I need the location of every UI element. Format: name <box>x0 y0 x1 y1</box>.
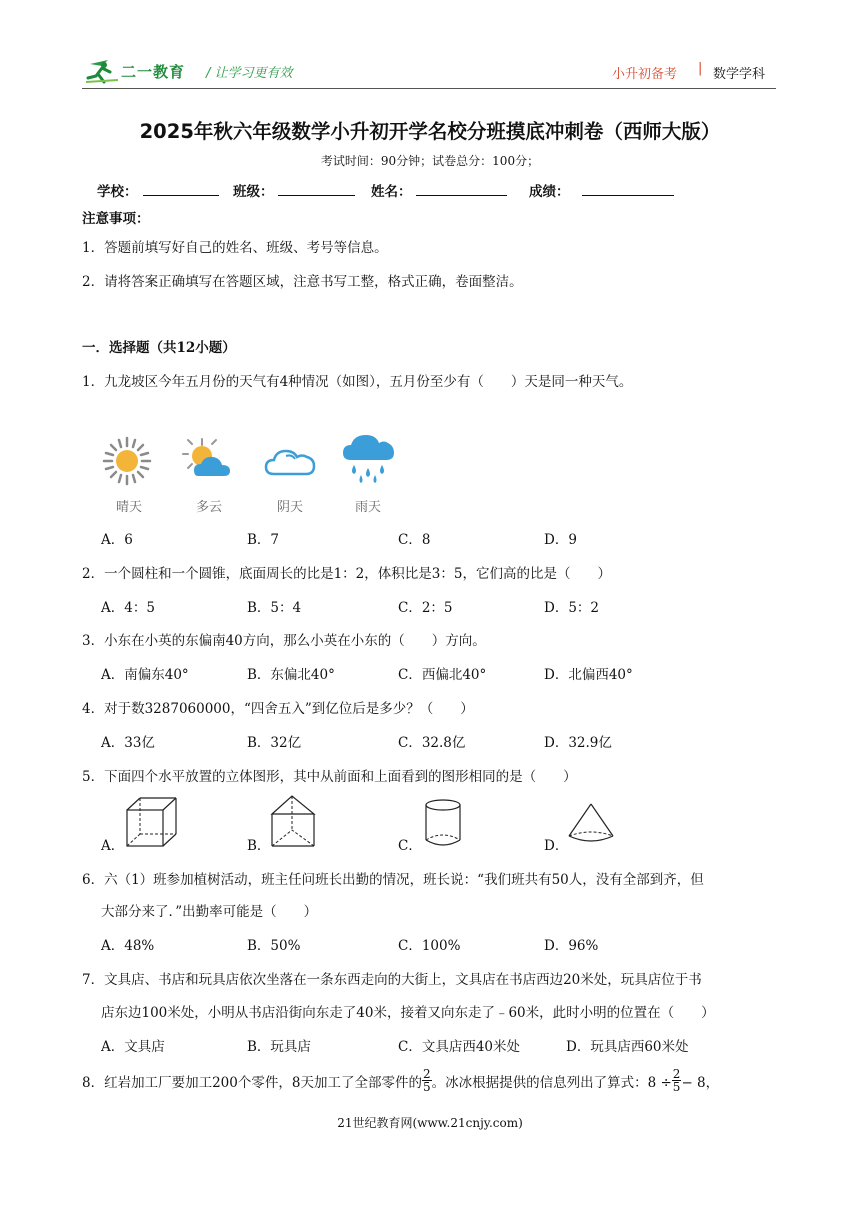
note-item: 1．答题前填写好自己的姓名、班级、考号等信息。 <box>82 240 388 256</box>
name-label: 姓名： <box>371 184 412 200</box>
option-b[interactable]: B．7 <box>247 532 280 548</box>
class-field[interactable] <box>278 195 355 196</box>
cube-icon <box>124 796 180 848</box>
header-subject: 数学学科 <box>713 67 766 82</box>
weather-label: 雨天 <box>355 500 382 515</box>
section-heading: 一．选择题（共12小题） <box>82 340 236 356</box>
question-6-cont: 大部分来了．”出勤率可能是（ ） <box>101 904 318 920</box>
fraction <box>422 1068 432 1093</box>
header-divider <box>82 88 776 89</box>
option-a[interactable]: A． <box>101 838 125 854</box>
option-a[interactable]: A．48% <box>101 938 155 954</box>
fraction-denominator: 5 <box>672 1080 681 1094</box>
question-5: 5．下面四个水平放置的立体图形，其中从前面和上面看到的图形相同的是（ ） <box>82 769 577 785</box>
exam-info: 考试时间：90分钟；试卷总分：100分； <box>320 154 540 168</box>
question-8-text-c: − 8， <box>681 1074 720 1091</box>
notes-heading: 注意事项： <box>82 211 150 227</box>
option-c[interactable]: C． <box>398 838 422 854</box>
option-a[interactable]: A．文具店 <box>101 1039 165 1055</box>
score-field[interactable] <box>582 195 674 196</box>
question-6: 6．六（1）班参加植树活动，班主任问班长出勤的情况，班长说：“我们班共有50人，没有全部到齐，但 <box>82 872 704 888</box>
option-d[interactable]: D．5：2 <box>544 600 600 616</box>
option-d[interactable]: D．北偏西40° <box>544 667 633 683</box>
option-d[interactable]: D．9 <box>544 532 577 548</box>
rain-icon <box>340 432 396 486</box>
option-a[interactable]: A．33亿 <box>101 735 155 751</box>
cone-icon <box>566 802 616 846</box>
option-d[interactable]: D． <box>544 838 569 854</box>
sun-icon <box>102 436 152 486</box>
option-a[interactable]: A．6 <box>101 532 133 548</box>
option-c[interactable]: C．32.8亿 <box>398 735 466 751</box>
question-1: 1．九龙坡区今年五月份的天气有4种情况（如图），五月份至少有（ ）天是同一种天气。 <box>82 374 633 390</box>
option-c[interactable]: C．8 <box>398 532 431 548</box>
option-d[interactable]: D．32.9亿 <box>544 735 612 751</box>
option-c[interactable]: C．文具店西40米处 <box>398 1039 521 1055</box>
cylinder-icon <box>422 798 464 848</box>
prism-icon <box>268 794 320 848</box>
option-d[interactable]: D．玩具店西60米处 <box>566 1039 689 1055</box>
weather-label: 晴天 <box>116 500 143 515</box>
slogan: / 让学习更有效 <box>206 66 293 81</box>
class-label: 班级： <box>233 184 274 200</box>
partly-cloudy-icon <box>180 436 236 486</box>
fraction-denominator: 5 <box>422 1080 431 1094</box>
option-a[interactable]: A．4：5 <box>101 600 155 616</box>
header-separator: | <box>698 61 703 76</box>
option-c[interactable]: C．100% <box>398 938 461 954</box>
question-7-cont: 店东边100米处，小明从书店沿街向东走了40米，接着又向东走了﹣60米，此时小明的位置在（ ） <box>101 1005 715 1021</box>
option-a[interactable]: A．南偏东40° <box>101 667 189 683</box>
option-d[interactable]: D．96% <box>544 938 599 954</box>
option-b[interactable]: B．50% <box>247 938 301 954</box>
school-field[interactable] <box>143 195 219 196</box>
fraction <box>672 1068 682 1093</box>
option-c[interactable]: C．2：5 <box>398 600 453 616</box>
option-b[interactable]: B．玩具店 <box>247 1039 311 1055</box>
header-tag: 小升初备考 <box>612 67 678 82</box>
question-3: 3．小东在小英的东偏南40方向，那么小英在小东的（ ）方向。 <box>82 633 486 649</box>
score-label: 成绩： <box>529 184 570 200</box>
name-field[interactable] <box>416 195 507 196</box>
option-c[interactable]: C．西偏北40° <box>398 667 487 683</box>
page-title: 2025年秋六年级数学小升初开学名校分班摸底冲刺卷（西师大版） <box>139 120 721 143</box>
question-8-text-b: 。冰冰根据提供的信息列出了算式：8 ÷ <box>431 1074 672 1091</box>
option-b[interactable]: B． <box>247 838 271 854</box>
logo-icon <box>84 56 122 86</box>
question-4: 4．对于数3287060000，“四舍五入”到亿位后是多少？（ ） <box>82 701 474 717</box>
question-7: 7．文具店、书店和玩具店依次坐落在一条东西走向的大街上，文具店在书店西边20米处，玩具店位于书 <box>82 972 702 988</box>
weather-label: 阴天 <box>277 500 304 515</box>
weather-label: 多云 <box>196 500 223 515</box>
option-b[interactable]: B．5：4 <box>247 600 302 616</box>
option-b[interactable]: B．东偏北40° <box>247 667 335 683</box>
question-8 <box>82 1068 719 1093</box>
footer: 21世纪教育网(www.21cnjy.com) <box>337 1116 523 1130</box>
logo-text: 二一教育 <box>121 63 186 81</box>
question-8-text-a: 8．红岩加工厂要加工200个零件，8天加工了全部零件的 <box>82 1074 422 1091</box>
question-2: 2．一个圆柱和一个圆锥，底面周长的比是1：2，体积比是3：5，它们高的比是（ ） <box>82 566 611 582</box>
cloudy-icon <box>262 442 318 482</box>
fraction-numerator: 2 <box>672 1067 681 1081</box>
fraction-numerator: 2 <box>422 1067 431 1081</box>
option-b[interactable]: B．32亿 <box>247 735 302 751</box>
note-item: 2．请将答案正确填写在答题区域，注意书写工整，格式正确，卷面整洁。 <box>82 274 523 290</box>
school-label: 学校： <box>97 184 138 200</box>
